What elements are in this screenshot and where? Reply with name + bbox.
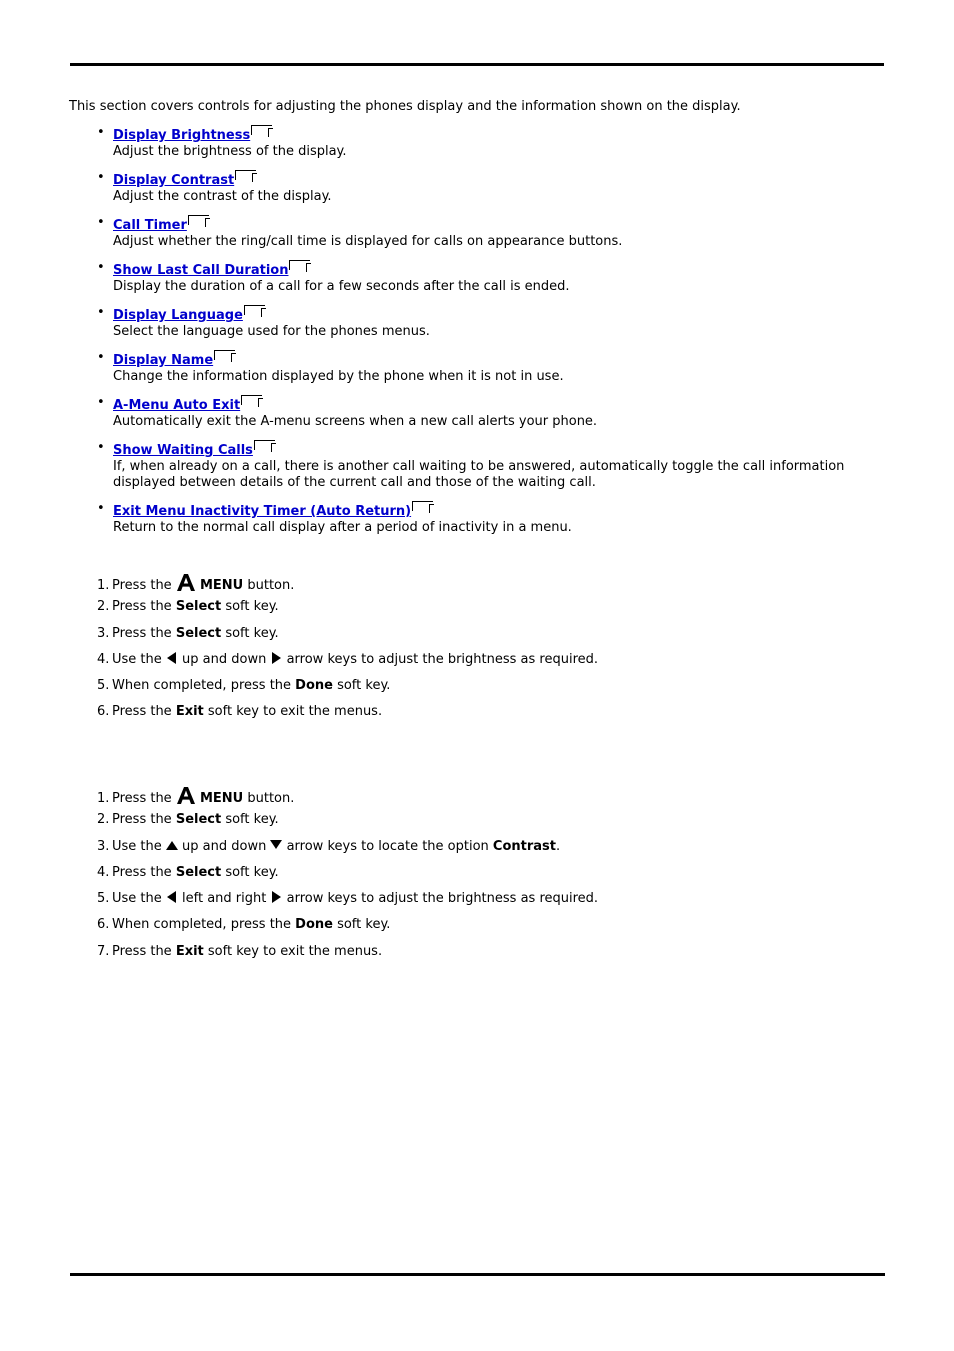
list-item: 5. Use the left and right arrow keys to adjust the brightness as required. (97, 891, 599, 907)
link-display-contrast[interactable]: Display Contrast (113, 173, 235, 188)
cross-reference-icon (289, 260, 310, 270)
list-item: 6. When completed, press the Done soft key. (97, 917, 391, 933)
cross-reference-icon (251, 125, 272, 135)
list-item: • Exit Menu Inactivity Timer (Auto Return) Return to the normal call display after a period of inactivity in a menu. (97, 501, 572, 535)
topic-list (97, 125, 857, 546)
list-item: • Display Contrast Adjust the contrast of the display. (97, 170, 332, 204)
a-menu-icon (176, 786, 196, 804)
cross-reference-icon (188, 215, 209, 225)
list-item: • A-Menu Auto Exit Automatically exit the A-menu screens when a new call alerts your phone. (97, 395, 598, 429)
link-show-last-call-duration[interactable]: Show Last Call Duration (113, 263, 289, 278)
cross-reference-icon (412, 501, 433, 511)
topic-description: Display the duration of a call for a few seconds after the call is ended. (113, 279, 570, 294)
link-display-name[interactable]: Display Name (113, 353, 214, 368)
list-item: 1. Press the MENU button. (97, 573, 598, 599)
list-item: • Call Timer Adjust whether the ring/call time is displayed for calls on appearance buttons. (97, 215, 623, 249)
cross-reference-icon (235, 170, 256, 180)
list-item: 2. Press the Select soft key. (97, 812, 279, 828)
list-item: 7. Press the Exit soft key to exit the menus. (97, 943, 383, 959)
contrast-steps (97, 786, 598, 970)
left-arrow-icon (166, 891, 178, 903)
list-item: 5. When completed, press the Done soft key. (97, 678, 391, 694)
link-display-brightness[interactable]: Display Brightness (113, 128, 251, 143)
link-show-waiting-calls[interactable]: Show Waiting Calls (113, 443, 253, 458)
link-call-timer[interactable]: Call Timer (113, 218, 187, 233)
a-menu-icon (176, 573, 196, 591)
right-arrow-icon (270, 891, 282, 903)
topic-description: Return to the normal call display after a period of inactivity in a menu. (113, 520, 572, 535)
right-arrow-icon (270, 652, 282, 664)
list-item: 6. Press the Exit soft key to exit the menus. (97, 704, 383, 720)
list-item: • Show Waiting Calls If, when already on a call, there is another call waiting to be answered, automatically toggle the call information displayed between details of the current call and those of the waiting call. (97, 440, 845, 490)
cross-reference-icon (241, 395, 262, 405)
cross-reference-icon (254, 440, 275, 450)
list-item: 4. Use the up and down arrow keys to adjust the brightness as required. (97, 651, 599, 667)
list-item: • Show Last Call Duration Display the duration of a call for a few seconds after the call is ended. (97, 260, 570, 294)
link-a-menu-auto-exit[interactable]: A-Menu Auto Exit (113, 398, 241, 413)
list-item: 2. Press the Select soft key. (97, 599, 279, 615)
link-display-language[interactable]: Display Language (113, 308, 243, 323)
topic-description: Select the language used for the phones menus. (113, 324, 430, 339)
list-item: • Display Language Select the language used for the phones menus. (97, 305, 430, 339)
left-arrow-icon (166, 652, 178, 664)
footer-rule (70, 1273, 885, 1276)
list-item: 3. Press the Select soft key. (97, 625, 279, 641)
header-rule (70, 63, 884, 66)
list-item: • Display Brightness Adjust the brightness of the display. (97, 125, 347, 159)
list-item: • Display Name Change the information displayed by the phone when it is not in use. (97, 350, 564, 384)
topic-description: If, when already on a call, there is another call waiting to be answered, automatically toggle the call information displayed between details of the current call and those of the waiting call. (113, 459, 845, 490)
brightness-steps (97, 573, 598, 731)
list-item: 1. Press the MENU button. (97, 786, 598, 812)
topic-description: Adjust whether the ring/call time is displayed for calls on appearance buttons. (113, 234, 623, 249)
topic-description: Change the information displayed by the phone when it is not in use. (113, 369, 564, 384)
cross-reference-icon (214, 350, 235, 360)
list-item: 4. Press the Select soft key. (97, 864, 279, 880)
topic-description: Automatically exit the A-menu screens when a new call alerts your phone. (113, 414, 598, 429)
cross-reference-icon (244, 305, 265, 315)
topic-description: Adjust the brightness of the display. (113, 144, 347, 159)
up-arrow-icon (166, 839, 178, 851)
intro-text: This section covers controls for adjusting the phones display and the information shown on the display. (69, 99, 741, 114)
down-arrow-icon (270, 839, 282, 851)
list-item: 3. Use the up and down arrow keys to locate the option Contrast. (97, 838, 561, 854)
link-exit-menu-inactivity-timer[interactable]: Exit Menu Inactivity Timer (Auto Return) (113, 504, 412, 519)
topic-description: Adjust the contrast of the display. (113, 189, 332, 204)
